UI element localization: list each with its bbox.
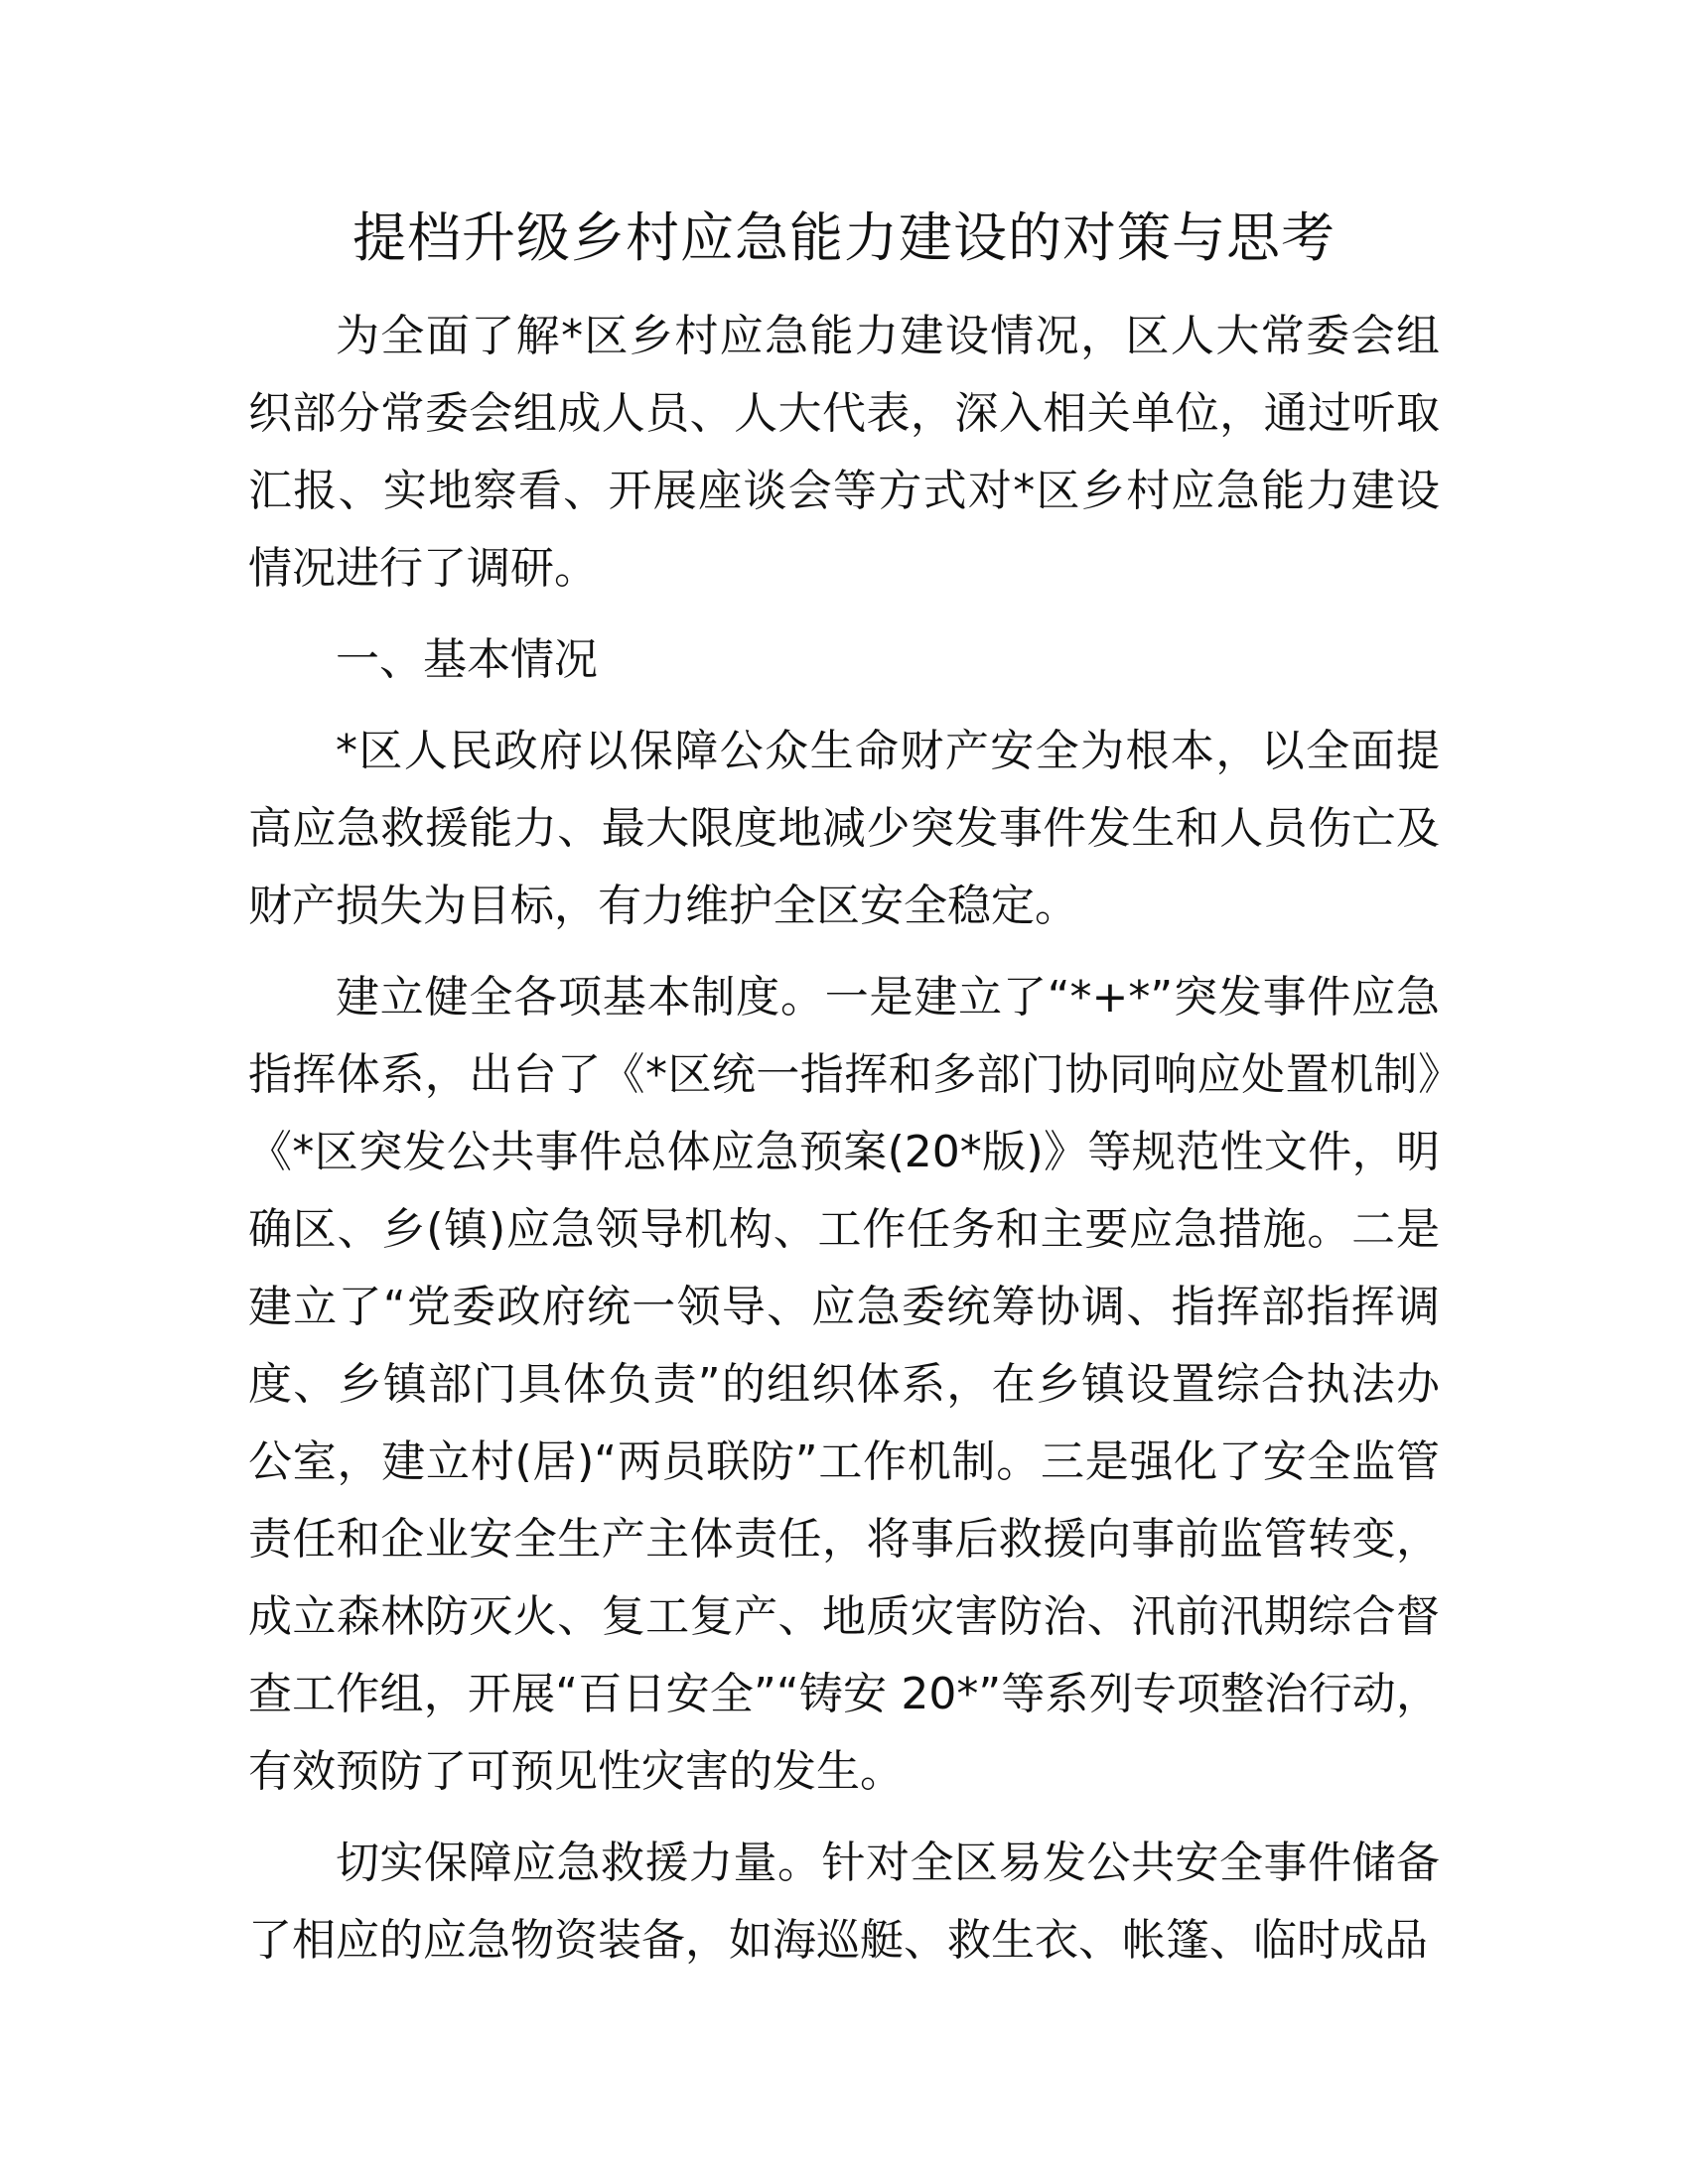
section1-paragraph-3: 切实保障应急救援力量。针对全区易发公共安全事件储备了相应的应急物资装备，如海巡艇、救生衣、帐篷、临时成品 (248, 1838, 1440, 1966)
intro-paragraph: 为全面了解*区乡村应急能力建设情况，区人大常委会组织部分常委会组成人员、人大代表，深入相关单位，通过听取汇报、实地察看、开展座谈会等方式对*区乡村应急能力建设情况进行了调研。 (248, 311, 1440, 594)
document-page (248, 199, 1440, 1993)
section-heading-basic-situation: 一、基本情况 (336, 634, 598, 685)
section1-paragraph-2: 建立健全各项基本制度。一是建立了“*+*”突发事件应急指挥体系，出台了《*区统一指挥和多部门协同响应处置机制》《*区突发公共事件总体应急预案(20*版)》等规范性文件，明确区、乡(镇)应急领导机构、工作任务和主要应急措施。二是建立了“党委政府统一领导、应急委统筹协调、指挥部指挥调度、乡镇部门具体负责”的组织体系，在乡镇设置综合执法办公室，建立村(居)“两员联防”工作机制。三是强化了安全监管责任和企业安全生产主体责任，将事后救援向事前监管转变，成立森林防灭火、复工复产、地质灾害防治、汛前汛期综合督查工作组，开展“百日安全”“铸安 20*”等系列专项整治行动，有效预防了可预见性灾害的发生。 (248, 972, 1440, 1797)
document-title: 提档升级乡村应急能力建设的对策与思考 (352, 206, 1336, 269)
section1-paragraph-1: *区人民政府以保障公众生命财产安全为根本，以全面提高应急救援能力、最大限度地减少突发事件发生和人员伤亡及财产损失为目标，有力维护全区安全稳定。 (248, 726, 1440, 931)
